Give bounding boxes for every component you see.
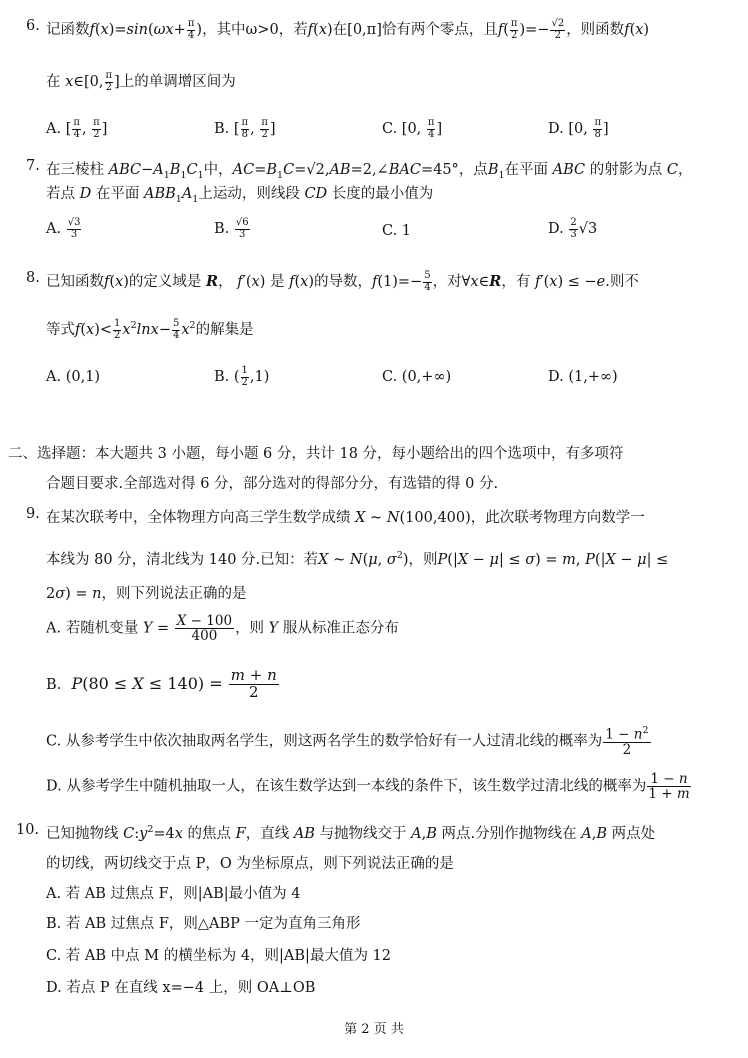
option-c[interactable]: C. 1	[382, 223, 412, 239]
option-a[interactable]: A. $\frac{√3}{3}$	[46, 217, 81, 240]
option-b[interactable]: B. [ $\frac{\pi}{8}$ , $\frac{\pi}{2}$ ]	[214, 117, 276, 140]
question-text: 记函数f(x)=sin(ωx+ $\frac{\pi}{4}$ )，其中ω>0，若f(x)在[0,π]恰有两个零点，且f( $\frac{\pi}{2}$ )=− $\frac{√2}{2}$ ，则函数f(x)	[46, 18, 650, 41]
question-number: 6.	[26, 18, 40, 34]
question-number: 9.	[26, 506, 40, 522]
option-d[interactable]: D. $\frac{2}{3}$ √3	[548, 217, 598, 240]
question-number: 8.	[26, 270, 40, 286]
question-text: 在三棱柱 $ABC-A_1B_1C_1$中，$AC=B_1C=√2,AB=2,\angle BAC=45^\circ$，点$B_1$在平面 ABC 的射影为点 C，	[46, 162, 693, 181]
question-number: 7.	[26, 158, 40, 174]
question-text: 已知抛物线 $C:y^2=4x$ 的焦点 F，直线 AB 与抛物线交于 A,B 两点.分别作抛物线在 A,B 两点处	[46, 824, 656, 842]
option-b[interactable]: B. ( $\frac{1}{2}$ ,1)	[214, 365, 270, 388]
question-text: 在某次联考中，全体物理方向高三学生数学成绩 X ~ N(100,400)，此次联考物理方向数学一	[46, 510, 645, 526]
option-a[interactable]: A. (0,1)	[46, 369, 101, 385]
option-c[interactable]: C. (0,+∞)	[382, 369, 452, 385]
option-d[interactable]: D. (1,+∞)	[548, 369, 618, 385]
option-b[interactable]: B. $\frac{√6}{3}$	[214, 217, 249, 240]
option-d[interactable]: D. [0, $\frac{\pi}{8}$ ]	[548, 117, 609, 140]
option-c[interactable]: C. [0, $\frac{\pi}{4}$ ]	[382, 117, 443, 140]
option-a[interactable]: A. [ $\frac{\pi}{4}$ , $\frac{\pi}{2}$ ]	[46, 117, 108, 140]
question-number: 10.	[16, 822, 40, 838]
question-text: 已知函数f(x)的定义域是 R， f′(x) 是 f(x)的导数，f(1)=− $\frac{5}{4}$ ，对∀x∈R，有 f′(x) ≤ −e.则不	[46, 270, 639, 293]
page-footer: 第 2 页 共	[344, 1022, 404, 1037]
exam-page: 6. 记函数f(x)=sin(ωx+ $\frac{\pi}{4}$ )，其中ω>0，若f(x)在[0,π]恰有两个零点，且f( $\frac{\pi}{2}$ )=− $\frac{√2}{2}$ ，则函数f(x) 在 x∈[0, $\frac{\pi}{2}$ ]上的单调增区间为 A. [ $\frac{\pi}{4}$ , $\frac{\pi}{2}$ ] B. [ $\frac{\pi}{8}$ , $\frac{\pi}{2}$ ] C. [0, $\frac{\pi}{4}$ ] D. [0, $\frac{\pi}{8}$ ] 7. 在三棱柱 $ABC-A_1B_1C_1$中，$AC=B_1C=√2,AB=2,\angle BAC=45^\circ$，点$B_1$在平面 ABC 的射影为点 C， 若点 D 在平面 $ABB_1A_1$上运动，则线段 CD 长度的最小值为 A. $\frac{√3}{3}$ B. $\frac{√6}{3}$ C. 1 D. $\frac{2}{3}$ √3 8. 已知函数f(x)的定义域是 R， f′(x) 是 f(x)的导数，f(1)=− $\frac{5}{4}$ ，对∀x∈R，有 f′(x) ≤ −e.则不 等式f(x)< $\frac{1}{2}$ $x^2\ln x-$ $\frac{5}{4}$ $x^2$的解集是 A. (0,1) B. ( $\frac{1}{2}$ ,1) C. (0,+∞) D. (1,+∞) 二、选择题：本大题共 3 小题，每小题 6 分，共计 18 分，每小题给出的四个选项中，有多项符 合题目要求.全部选对得 6 分，部分选对的得部分分，有选错的得 0 分. 9. 在某次联考中，全体物理方向高三学生数学成绩 X ~ N(100,400)，此次联考物理方向数学一 本线为 80 分，清北线为 140 分.已知：若X ~ N(μ, $\sigma^2$)，则P(|X − μ| ≤ σ) = m, P(|X − μ| ≤ 2σ) = n，则下列说法正确的是 A. 若随机变量 Y = $\frac{X - 100}{400}$ ，则 Y 服从标准正态分布 B. P(80 ≤ X ≤ 140) = $\frac{m + n}{2}$ C. 从参考学生中依次抽取两名学生，则这两名学生的数学恰好有一人过清北线的概率为 $\frac{1 - n^2}{2}$ D. 从参考学生中随机抽取一人，在该生数学达到一本线的条件下，该生数学过清北线的概率为 $\frac{1 - n}{1 + m}$ 10. 已知抛物线 $C:y^2=4x$ 的焦点 F，直线 AB 与抛物线交于 A,B 两点.分别作抛物线在 A,B 两点处 的切线，两切线交于点 P，O 为坐标原点，则下列说法正确的是 A. 若 AB 过焦点 F，则|AB|最小值为 4 B. 若 AB 过焦点 F，则△ABP 一定为直角三角形 C. 若 AB 中点 M 的横坐标为 4，则|AB|最大值为 12 D. 若点 P 在直线 x=−4 上，则 OA⊥OB 第 2 页 共	[0, 0, 748, 1058]
